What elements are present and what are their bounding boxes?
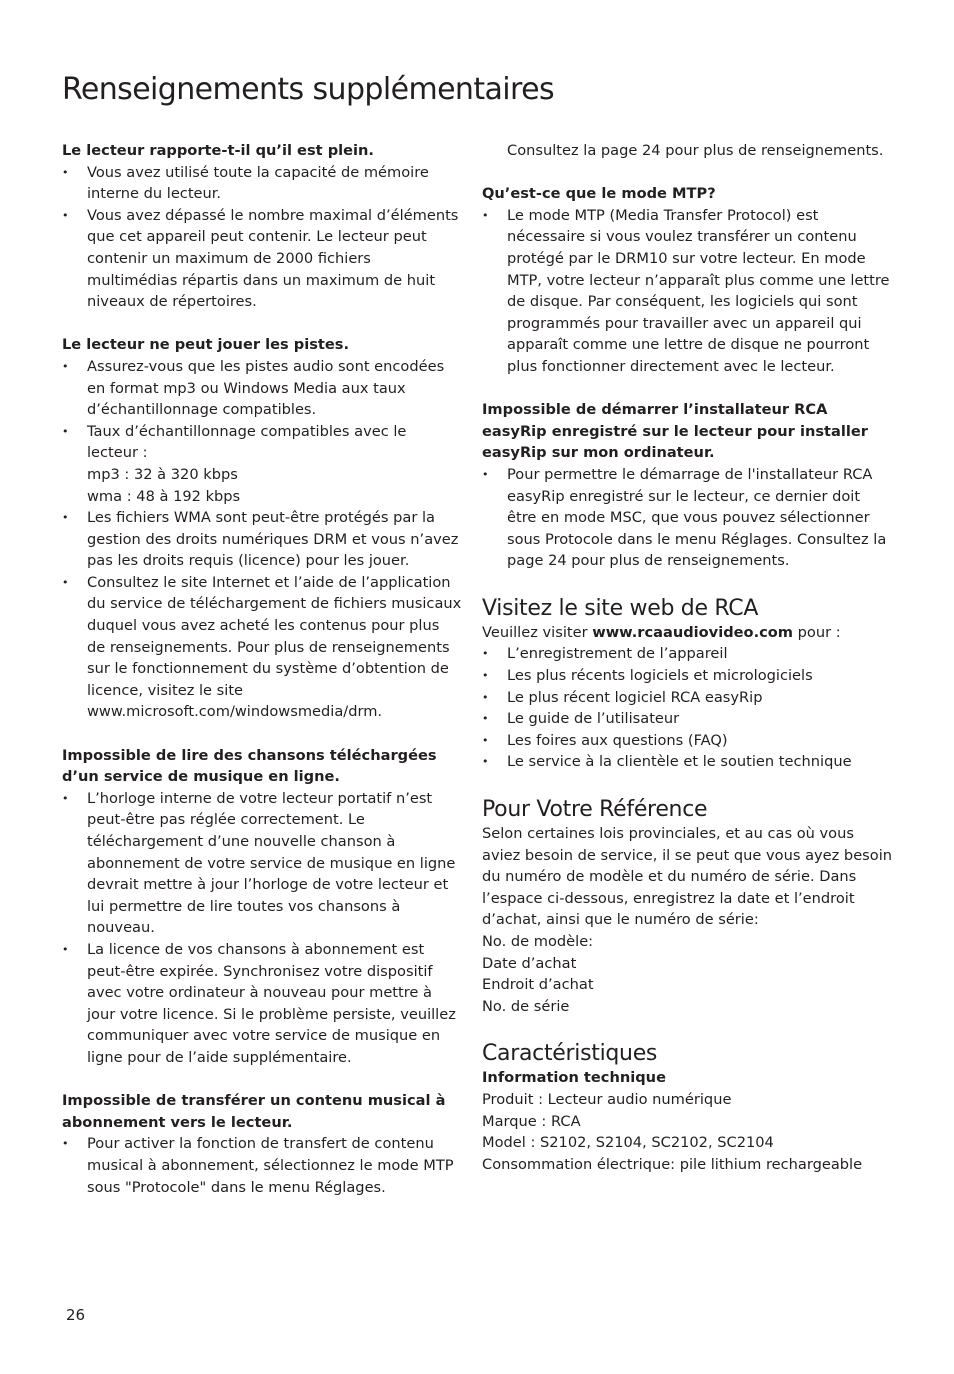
list-item: • Consultez le site Internet et l’aide de l’application du service de téléchargement de fichiers musicaux duquel vous avez acheté les contenus pour plus de renseignements. Pour plus de renseignements sur le fonctionnement du système d’obtention de licence, visitez le site www.microsoft.com/windowsmedia/drm. bbox=[62, 572, 462, 723]
spec-line: Produit : Lecteur audio numérique bbox=[482, 1090, 732, 1108]
spec-line: Model : S2102, S2104, SC2102, SC2104 bbox=[482, 1134, 774, 1152]
faq-player-full bbox=[62, 140, 462, 313]
answer-list bbox=[62, 788, 462, 1069]
spec-line: Marque : RCA bbox=[482, 1112, 581, 1130]
answer-list bbox=[62, 356, 462, 723]
visit-intro bbox=[482, 622, 892, 644]
list-item: • Le mode MTP (Media Transfer Protocol) est nécessaire si vous voulez transférer un contenu protégé par le DRM10 sur votre lecteur. En mode MTP, votre lecteur n’apparaît plus comme une lettre de disque. Par conséquent, les logiciels qui sont programmés pour travailler avec un appareil qui apparaît comme une lettre de disque ne pourront plus fonctionner directement avec le lecteur. bbox=[482, 205, 892, 378]
list-item: • Les plus récents logiciels et micrologiciels bbox=[482, 665, 892, 687]
list-item: • Pour permettre le démarrage de l'installateur RCA easyRip enregistré sur le lecteur, ce dernier doit être en mode MSC, que vous pouvez sélectionner sous Protocole dans le menu Réglages. Consultez la page 24 pour plus de renseignements. bbox=[482, 464, 892, 572]
visit-list bbox=[482, 643, 892, 773]
left-column bbox=[62, 140, 462, 1220]
visit-section bbox=[482, 596, 892, 773]
list-item: • L’horloge interne de votre lecteur portatif n’est peut-être pas réglée correctement. Le téléchargement d’une nouvelle chanson à abonnement de votre service de musique en ligne devrait mettre à jour l’horloge de votre lecteur et lui permettre de lire toutes vos chansons à nouveau. bbox=[62, 788, 462, 939]
question-heading: Qu’est-ce que le mode MTP? bbox=[482, 185, 716, 203]
list-item-line: • Taux d’échantillonnage compatibles avec le lecteur : bbox=[87, 422, 407, 462]
question-heading: Impossible de lire des chansons téléchargées d’un service de musique en ligne. bbox=[62, 746, 437, 786]
reference-section bbox=[482, 797, 892, 1017]
list-item bbox=[62, 421, 462, 507]
right-column bbox=[482, 140, 892, 1197]
answer-list bbox=[62, 162, 462, 313]
list-item: • Le plus récent logiciel RCA easyRip bbox=[482, 687, 892, 709]
section-heading: Pour Votre Référence bbox=[482, 797, 708, 823]
faq-mtp-mode bbox=[482, 183, 892, 377]
reference-field: No. de série bbox=[482, 997, 570, 1015]
answer-list bbox=[482, 464, 892, 572]
specs-section bbox=[482, 1041, 892, 1175]
answer-list bbox=[62, 1133, 462, 1198]
section-heading: Caractéristiques bbox=[482, 1041, 658, 1067]
list-item: • Pour activer la fonction de transfert de contenu musical à abonnement, sélectionnez le mode MTP sous "Protocole" dans le menu Réglages. bbox=[62, 1133, 462, 1198]
list-item: • Le service à la clientèle et le soutien technique bbox=[482, 751, 892, 773]
page-title: Renseignements supplémentaires bbox=[62, 72, 554, 107]
question-heading: Impossible de démarrer l’installateur RCA easyRip enregistré sur le lecteur pour installer easyRip sur mon ordinateur. bbox=[482, 401, 868, 462]
list-item: • Le guide de l’utilisateur bbox=[482, 708, 892, 730]
reference-field: Endroit d’achat bbox=[482, 976, 594, 994]
question-heading: Le lecteur rapporte-t-il qu’il est plein. bbox=[62, 142, 374, 159]
visit-intro-post: pour : bbox=[793, 623, 841, 641]
visit-intro-pre: Veuillez visiter bbox=[482, 623, 593, 641]
page-number: 26 bbox=[66, 1306, 86, 1324]
list-item: • L’enregistrement de l’appareil bbox=[482, 643, 892, 665]
section-heading: Visitez le site web de RCA bbox=[482, 595, 759, 621]
question-heading: Impossible de transférer un contenu musical à abonnement vers le lecteur. bbox=[62, 1092, 446, 1131]
faq-online-songs bbox=[62, 745, 462, 1069]
specs-subheading: Information technique bbox=[482, 1069, 666, 1087]
spec-line: Consommation électrique: pile lithium rechargeable bbox=[482, 1155, 863, 1173]
continuation-text: Consultez la page 24 pour plus de renseignements. bbox=[507, 142, 884, 159]
list-item: • Assurez-vous que les pistes audio sont encodées en format mp3 ou Windows Media aux taux d’échantillonnage compatibles. bbox=[62, 356, 462, 421]
list-item: • Vous avez dépassé le nombre maximal d’éléments que cet appareil peut contenir. Le lecteur peut contenir un maximum de 2000 fichiers multimédias répartis dans un maximum de huit niveaux de répertoires. bbox=[62, 205, 462, 313]
faq-cannot-play-tracks bbox=[62, 334, 462, 723]
answer-list bbox=[482, 205, 892, 378]
website-url: www.rcaaudiovideo.com bbox=[592, 623, 793, 641]
reference-field: Date d’achat bbox=[482, 954, 577, 972]
list-item-line: mp3 : 32 à 320 kbps bbox=[87, 465, 238, 483]
reference-text: Selon certaines lois provinciales, et au cas où vous aviez besoin de service, il se peut que vous ayez besoin du numéro de modèle et du numéro de série. Dans l’espace ci-dessous, enregistrez la date et l’endroit d’achat, ainsi que le numéro de série: bbox=[482, 825, 893, 929]
question-heading: Le lecteur ne peut jouer les pistes. bbox=[62, 336, 350, 354]
faq-easyrip-installer bbox=[482, 399, 892, 572]
list-item: • Les fichiers WMA sont peut-être protégés par la gestion des droits numériques DRM et vous n’avez pas les droits requis (licence) pour les jouer. bbox=[62, 507, 462, 572]
list-item-line: wma : 48 à 192 kbps bbox=[87, 487, 241, 505]
list-item: • La licence de vos chansons à abonnement est peut-être expirée. Synchronisez votre dispositif avec votre ordinateur à nouveau pour mettre à jour votre licence. Si le problème persiste, veuillez communiquer avec votre service de musique en ligne pour de l’aide supplémentaire. bbox=[62, 939, 462, 1069]
list-item: • Les foires aux questions (FAQ) bbox=[482, 730, 892, 752]
reference-field: No. de modèle: bbox=[482, 933, 594, 950]
faq-transfer-subscription bbox=[62, 1090, 462, 1198]
list-item: • Vous avez utilisé toute la capacité de mémoire interne du lecteur. bbox=[62, 162, 462, 205]
